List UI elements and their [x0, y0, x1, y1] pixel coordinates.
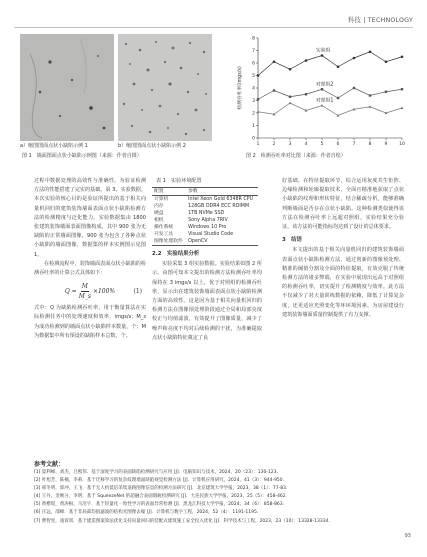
y-tick-label: 2: [252, 111, 255, 117]
table-cell: 操作系统: [154, 225, 174, 230]
text-column-1: [34, 177, 146, 341]
y-tick-label: 1: [252, 124, 255, 130]
data-point: [369, 50, 372, 53]
table-cell: 硬盘: [154, 211, 164, 216]
reference-item: [7] 曹智宪，凌霄霄．基于建造图案算法优化支持向量回归的装配式建筑施工安全投入优化 [J]．科学技术与工程，2023，23（10）：13328-13334.: [34, 518, 330, 524]
data-point: [385, 60, 388, 63]
y-tick-label: 4: [252, 86, 255, 92]
defect-photo-b: [118, 34, 212, 141]
table-cell: Sony Alpha 7RIV: [188, 218, 228, 223]
table-row: [152, 238, 258, 246]
series-label: 实验组: [316, 48, 331, 54]
table-cell: 1TB NVMe SSD: [188, 211, 225, 216]
table-row: [152, 196, 258, 204]
figure1-caption-b: b）缩图图面点状小缺陷示例 2: [118, 143, 186, 149]
x-tick-label: 9: [384, 142, 388, 147]
table-cell: 128GB DDR4 ECC RDIMM: [188, 204, 250, 209]
table-cell: Visual Studio Code: [188, 232, 234, 237]
data-point: [289, 96, 291, 98]
reference-item: [5] 黄楷堤，黄涛根，马浩宇．基于轻量化一致性学习的表面异常检测 [J]．黑龙江科技大学学报，2024，34（6）：858-863.: [34, 502, 285, 508]
x-tick-label: 2: [272, 142, 276, 147]
data-point: [257, 98, 259, 100]
paragraph: 好基础。在特征提取环节，综合运用灰度共生矩阵、边缘检测和轮廓提取技术，全面且精准地获取了点状小缺陷的纹理和形状特征，结合稀疏分析，能够准确判断墙面是否存在点状小缺陷。这种检测类似使得该方法在检测吞吐率上远超对照组。实验结果充分验证。该方法的可能指标均达到了设计的总体要求。: [282, 178, 404, 231]
table-cell: 图像处理软件: [152, 238, 186, 246]
formula-number: (1): [133, 287, 142, 295]
figure2-caption: 图 2 检测吞吐率对比图（来源：作者自绘）: [246, 153, 346, 159]
table-title: 表 1 实验环境配置: [156, 178, 202, 184]
y-tick-label: 7: [252, 49, 255, 55]
data-point: [257, 74, 260, 77]
reference-item: [3] 邢冬明，郭冲，王飞．基于无人机低倍采集道路图像信息的检测方法研究 [J]．北京建筑大学学报，2023，38（1）：77-83.: [34, 486, 288, 492]
paragraph: 实验采集 3 组实验数据。实验结果如图 2 所示。由图可知本文提出的检测方法检测吞吐率均保持在 3 imgs/s 以上，优于对照组的检测吞吐率，显示出在建筑装饰墙面表面点状小缺陷检测方面的高效性。这是因为基于相关向量机回归的检测方法在图像预处理阶段通过全局和局部亮度校正与均值滤波，有效提升了图像质量，减少了噪声和亮度不均对后续检测的干扰，为准确提取点状小缺陷特征奠定了良: [152, 261, 262, 341]
data-point: [385, 91, 387, 93]
table-row: [152, 217, 258, 224]
figure1-caption: 图 1 墙面图面点状小缺陷示例图（来源：作者自摄）: [22, 153, 142, 159]
data-point: [401, 55, 404, 58]
data-point: [305, 59, 308, 62]
x-tick-label: 1: [256, 142, 260, 147]
y-tick-label: 8: [252, 36, 255, 42]
data-point: [401, 107, 404, 110]
x-tick-label: 10: [399, 142, 405, 147]
data-point: [337, 97, 339, 99]
series-line: [258, 52, 402, 76]
page-number: 93: [404, 533, 411, 539]
data-point: [401, 88, 403, 90]
y-tick-label: 6: [252, 61, 255, 67]
table-header: 配置: [152, 188, 186, 196]
data-point: [289, 102, 292, 105]
x-tick-label: 7: [352, 142, 356, 147]
table-cell: 相机: [154, 218, 164, 223]
config-table: [152, 187, 258, 246]
section-label: 科技 | TECHNOLOGY: [348, 16, 413, 24]
data-point: [321, 54, 324, 57]
formula-rhs: ×100%: [92, 287, 116, 295]
formula-lhs: Q =: [64, 287, 77, 295]
table-cell: Windows 10 Pro: [188, 225, 227, 230]
defect-photo-a: [20, 34, 114, 141]
y-tick-label: 3: [252, 99, 255, 105]
data-point: [321, 88, 323, 90]
table-cell: Intel Xeon Gold 6348R CPU: [188, 197, 254, 202]
data-point: [369, 94, 371, 96]
section-heading: 2.2 实验结果分析: [152, 251, 200, 257]
paragraph: 过程中数据处理的高效性与准确性。为验证检测方法的性能搭建了完实的基础。第 3、实验数据。本次实验的核心目的是验证所提出的基于相关向量机回归的建筑装饰墙面表面点状小缺陷检测方法的检测精度与泛化能力。实验数据集由 1800 张建筑装饰墙面表面图像构成，其中 900 张为无缺陷的正常墙面图像，900 张为包含了各种点状小缺陷的墙面图像，数据集的样本实例图示见图 1。: [34, 178, 146, 258]
data-point: [353, 57, 356, 60]
table-row: [152, 231, 258, 238]
text-column-3: [282, 177, 404, 320]
data-point: [353, 87, 355, 89]
reference-item: [1] 夏利峰，刘杰，吕熙伟．基于深度学习的表面缺陷检测研究与应用 [J]．电脑知识与技术，2024，20（23）：130-123.: [34, 470, 278, 475]
throughput-line-chart: [224, 28, 414, 156]
paragraph: 本文提出的基于相关向量机回归的建筑装饰墙面表面点状小缺陷检测方法，通过创新的图像预处理、精准的阈值分割及全面的特征提取，有效克服了传统检测方法的诸多弊端，在实验中展现出远高于对照组的检测吞吐率，切实提升了检测精度与效率。此方法不仅减少了对大量训练数据的依赖，降低了计算复杂度，还更适应光照变化等环环境因素。为房屋建设行建筑装饰墙面质量控制提供了有力支撑。: [282, 247, 404, 318]
paragraph: 式中：Q 为缺陷检测吞吐率，用于衡量算法在实际检测任务中的处理速度和效率，imgs/s；M_s 为成功检测到的墙面点状小缺陷样本数量，个；M 为数据集中所有预设的缺陷样本总数，个。: [34, 305, 146, 339]
x-tick-label: 3: [288, 142, 292, 147]
table-cell: OpenCV: [186, 238, 258, 246]
page-header: [348, 12, 413, 26]
formula-numerator: M: [81, 282, 89, 292]
x-tick-label: 8: [368, 142, 372, 147]
formula-fraction: [79, 282, 91, 301]
table-header: 参数: [186, 188, 258, 196]
data-point: [337, 65, 340, 68]
y-tick-label: 5: [252, 74, 255, 80]
data-point: [273, 60, 276, 63]
figure1-caption-a: a）缩图图面点状小缺陷示例 1: [20, 143, 88, 149]
data-point: [321, 104, 324, 107]
series-line: [258, 103, 402, 116]
series-label: 对照组2: [316, 82, 334, 88]
table-row: [152, 224, 258, 231]
data-point: [289, 68, 292, 71]
text-column-2: [152, 177, 262, 343]
table-cell: 计算机: [154, 197, 169, 202]
data-point: [305, 93, 307, 95]
paragraph: 在检测流程中，装饰墙面表面点状小缺陷的检测吞吐率的计算公式具体如下：: [34, 260, 146, 277]
x-tick-label: 4: [304, 142, 308, 147]
series-label: 对照组1: [316, 98, 334, 104]
formula-denominator: M_s: [78, 292, 91, 300]
reference-item: [4] 王丹，金映分，李明．基于 SqueezeNet 的超融合表面瑕疵检测研究 [J]．大连民族大学学报，2023，25（5）：458-462.: [34, 494, 288, 500]
reference-item: [2] 叶旭芳，陈楠，李莉．基于迁移学习的复杂纹理墙面缺陷视觉检测方法 [J]．计算机应用研究，2024，41（3）：944-950.: [34, 478, 285, 484]
reference-item: [6] 庄远，邵峰．基于非局部均值滤波的结构光图像去噪 [J]．计算机与数字工程，2024，52（4）：1191-1195.: [34, 510, 259, 516]
references: [34, 460, 412, 526]
references-title: 参考文献：: [34, 461, 65, 468]
y-axis-label: 检测吞吐率(imgs/s): [238, 66, 243, 110]
y-tick-label: 0: [252, 136, 255, 142]
table-cell: 内存: [154, 204, 164, 209]
table-row: [152, 210, 258, 217]
data-point: [273, 89, 275, 91]
formula-throughput: [34, 278, 146, 304]
section-heading: 3 结语: [282, 237, 302, 244]
x-tick-label: 6: [336, 142, 340, 147]
table-cell: 开发工具: [154, 232, 174, 237]
table-row: [152, 203, 258, 210]
x-tick-label: 5: [320, 142, 324, 147]
